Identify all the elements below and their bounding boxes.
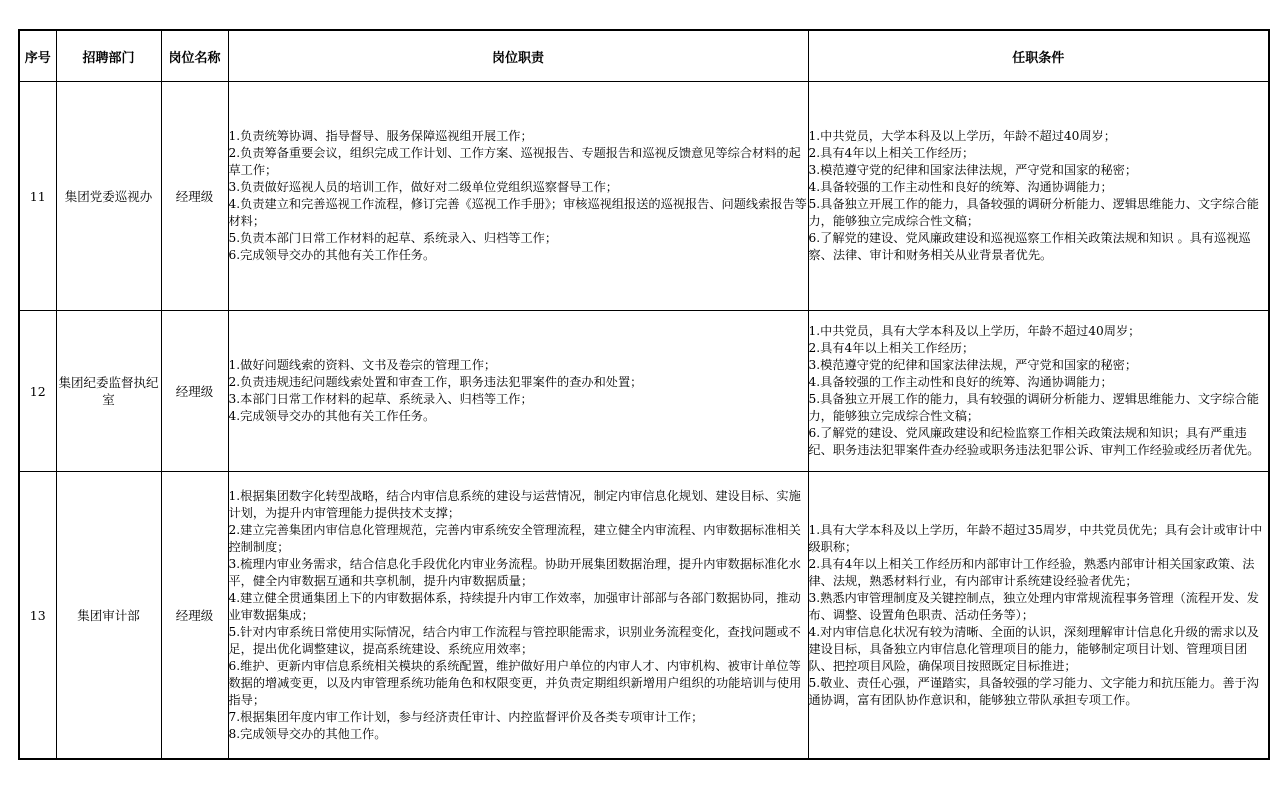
row-position: 经理级: [161, 472, 228, 760]
duty-item: 3.本部门日常工作材料的起草、系统录入、归档等工作；: [228, 392, 533, 406]
row-dept: 集团纪委监督执纪室: [56, 311, 161, 472]
table-row: [19, 82, 1269, 311]
requirement-item: 1.中共党员，大学本科及以上学历，年龄不超过40周岁；: [808, 129, 1116, 143]
duty-item: 1.负责统筹协调、指导督导、服务保障巡视组开展工作；: [228, 129, 533, 143]
header-position: 岗位名称: [161, 30, 228, 82]
row-requirements: [808, 472, 1269, 760]
requirement-item: 1.具有大学本科及以上学历，年龄不超过35周岁，中共党员优先；具有会计或审计中级职称；: [808, 522, 1263, 554]
duty-item: 2.负责违规违纪问题线索处置和审查工作，职务违法犯罪案件的查办和处置；: [228, 375, 643, 389]
duty-item: 4.负责建立和完善巡视工作流程，修订完善《巡视工作手册》；审核巡视组报送的巡视报告、问题线索报告等材料；: [228, 197, 807, 228]
header-dept: 招聘部门: [56, 30, 161, 82]
requirement-item: 5.具备独立开展工作的能力，具备较强的调研分析能力、逻辑思维能力、文字综合能力，能够独立完成综合性文稿；: [808, 197, 1259, 228]
table-row: [19, 311, 1269, 472]
duty-item: 4.完成领导交办的其他有关工作任务。: [228, 409, 436, 423]
duty-item: 2.负责筹备重要会议，组织完成工作计划、工作方案、巡视报告、专题报告和巡视反馈意见等综合材料的起草工作；: [228, 146, 801, 177]
row-dept: 集团党委巡视办: [56, 82, 161, 311]
duty-item: 8.完成领导交办的其他工作。: [228, 726, 387, 741]
header-duties: 岗位职责: [228, 30, 808, 82]
row-position: 经理级: [161, 82, 228, 311]
requirement-item: 2.具有4年以上相关工作经历和内部审计工作经验，熟悉内部审计相关国家政策、法律、法规，熟悉材料行业，有内部审计系统建设经验者优先；: [808, 556, 1255, 588]
requirement-item: 1.中共党员，具有大学本科及以上学历，年龄不超过40周岁；: [808, 324, 1141, 338]
header-row: [19, 30, 1269, 82]
header-requirements: 任职条件: [808, 30, 1269, 82]
header-no: 序号: [19, 30, 56, 82]
duty-item: 5.针对内审系统日常使用实际情况，结合内审工作流程与管控职能需求，识别业务流程变化，查找问题或不足，提出优化调整建议，提高系统建设、系统应用效率；: [228, 624, 801, 656]
duty-item: 1.根据集团数字化转型战略，结合内审信息系统的建设与运营情况，制定内审信息化规划、建设目标、实施计划，为提升内审管理能力提供技术支撑；: [228, 488, 801, 520]
duty-item: 7.根据集团年度内审工作计划，参与经济责任审计、内控监督评价及各类专项审计工作；: [228, 709, 704, 724]
requirement-item: 6.了解党的建设、党风廉政建设和巡视巡察工作相关政策法规和知识 。具有巡视巡察、法律、审计和财务相关从业背景者优先。: [808, 231, 1251, 262]
duty-item: 5.负责本部门日常工作材料的起草、系统录入、归档等工作；: [228, 231, 558, 245]
row-no: 11: [19, 82, 56, 311]
duty-item: 6.完成领导交办的其他有关工作任务。: [228, 248, 436, 262]
duty-item: 6.维护、更新内审信息系统相关模块的系统配置，维护做好用户单位的内审人才、内审机构、被审计单位等数据的增减变更，以及内审管理系统功能角色和权限变更，并负责定期组织新增用户组织的功能培训与使用指导；: [228, 658, 802, 707]
requirement-item: 6.了解党的建设、党风廉政建设和纪检监察工作相关政策法规和知识；具有严重违纪、职务违法犯罪案件查办经验或职务违法犯罪公诉、审判工作经验或经历者优先。: [808, 426, 1260, 457]
requirement-item: 5.敬业、责任心强，严谨踏实，具备较强的学习能力、文字能力和抗压能力。善于沟通协调，富有团队协作意识和，能够独立带队承担专项工作。: [808, 675, 1259, 707]
requirement-item: 3.模范遵守党的纪律和国家法律法规，严守党和国家的秘密；: [808, 163, 1138, 177]
row-requirements: [808, 311, 1269, 472]
row-dept: 集团审计部: [56, 472, 161, 760]
requirement-item: 4.对内审信息化状况有较为清晰、全面的认识，深刻理解审计信息化升级的需求以及建设目标，具备独立内审信息化管理项目的能力，能够制定项目计划、管理项目团队、把控项目风险，确保项目按照既定目标推进；: [808, 624, 1259, 673]
recruitment-table: [18, 29, 1270, 760]
duty-item: 3.梳理内审业务需求，结合信息化手段优化内审业务流程。协助开展集团数据治理，提升内审数据标准化水平，健全内审数据互通和共享机制，提升内审数据质量；: [228, 556, 801, 588]
row-position: 经理级: [161, 311, 228, 472]
requirement-item: 2.具有4年以上相关工作经历；: [808, 341, 975, 355]
requirement-item: 3.熟悉内审管理制度及关键控制点，独立处理内审常规流程事务管理（流程开发、发布、调整、设置角色职责、活动任务等）；: [808, 590, 1259, 622]
row-no: 12: [19, 311, 56, 472]
duty-item: 1.做好问题线索的资料、文书及卷宗的管理工作；: [228, 358, 497, 372]
duty-item: 2.建立完善集团内审信息化管理规范，完善内审系统安全管理流程，建立健全内审流程、内审数据标准相关控制制度；: [228, 522, 801, 554]
row-duties: [228, 82, 808, 311]
row-requirements: [808, 82, 1269, 311]
duty-item: 3.负责做好巡视人员的培训工作，做好对二级单位党组织巡察督导工作；: [228, 180, 618, 194]
duty-item: 4.建立健全贯通集团上下的内审数据体系，持续提升内审工作效率，加强审计部部与各部门数据协同，推动业审数据集成；: [228, 590, 801, 622]
requirement-item: 4.具备较强的工作主动性和良好的统筹、沟通协调能力；: [808, 180, 1113, 194]
table-row: [19, 472, 1269, 760]
row-no: 13: [19, 472, 56, 760]
requirement-item: 3.模范遵守党的纪律和国家法律法规，严守党和国家的秘密；: [808, 358, 1138, 372]
requirement-item: 4.具备较强的工作主动性和良好的统筹、沟通协调能力；: [808, 375, 1113, 389]
row-duties: [228, 311, 808, 472]
requirement-item: 5.具备独立开展工作的能力，具有较强的调研分析能力、逻辑思维能力、文字综合能力，能够独立完成综合性文稿；: [808, 392, 1259, 423]
requirement-item: 2.具有4年以上相关工作经历；: [808, 146, 975, 160]
row-duties: [228, 472, 808, 760]
